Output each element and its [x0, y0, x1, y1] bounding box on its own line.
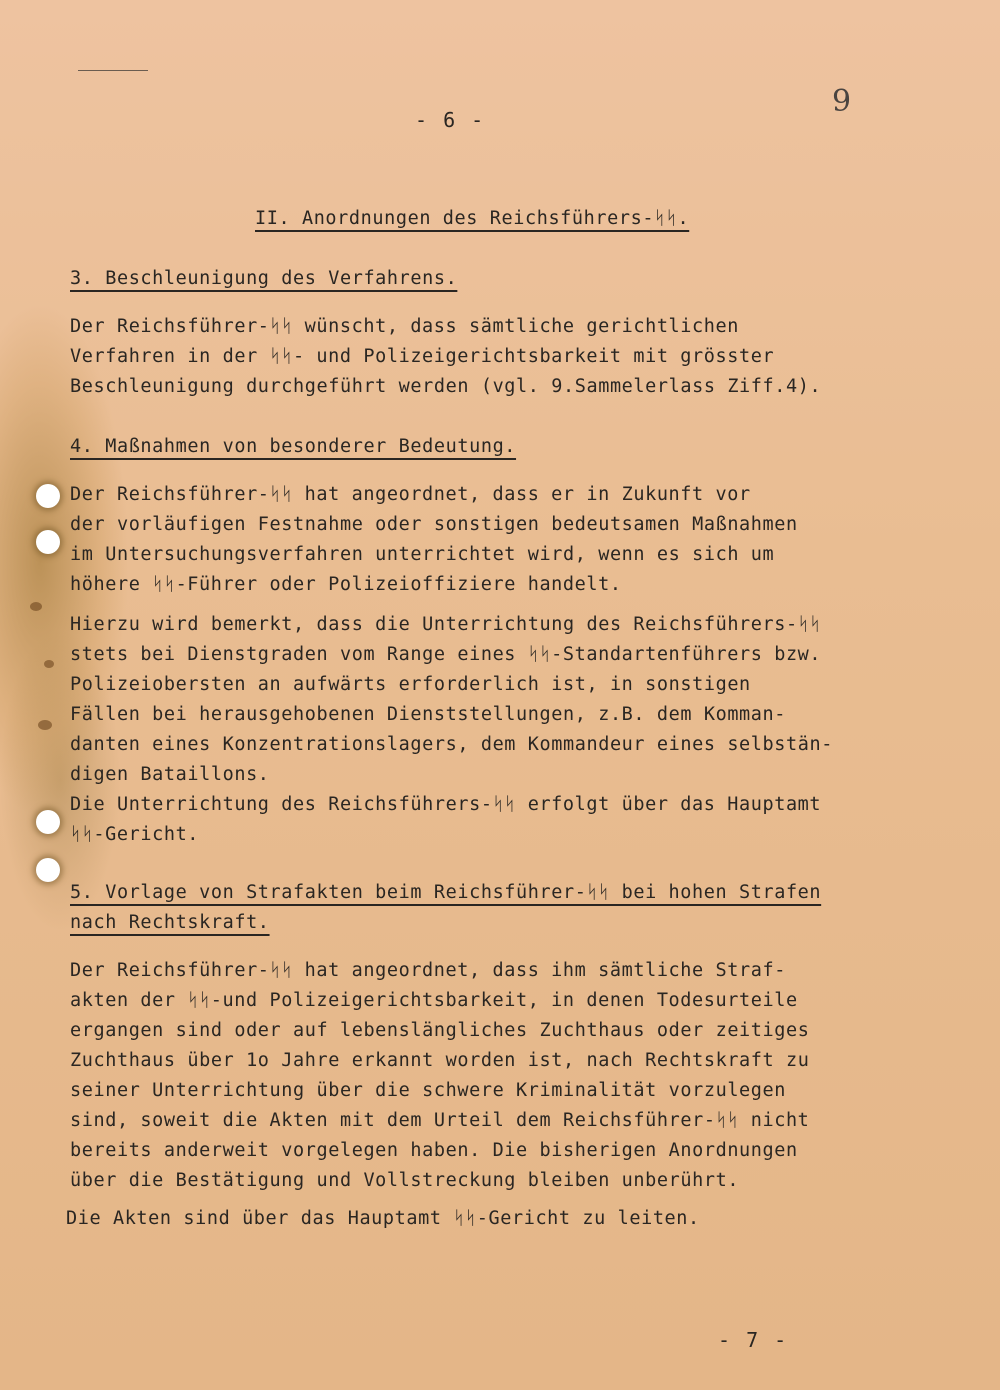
- text-line: Polizeiobersten an aufwärts erforderlich ist, in sonstigen: [70, 674, 751, 695]
- punch-hole: [36, 484, 60, 508]
- text-line: ᛋᛋ-Gericht.: [70, 824, 200, 845]
- heading-5: 5. Vorlage von Strafakten beim Reichsführer-ᛋᛋ bei hohen Strafen: [70, 882, 822, 903]
- text-line: über die Bestätigung und Vollstreckung bleiben unberührt.: [70, 1170, 740, 1191]
- text-line: Verfahren in der ᛋᛋ- und Polizeigerichtsbarkeit mit grösster: [70, 346, 775, 367]
- text-line: Der Reichsführer-ᛋᛋ hat angeordnet, dass ihm sämtliche Straf-: [70, 960, 786, 981]
- text-line: Beschleunigung durchgeführt werden (vgl. 9.Sammelerlass Ziff.4).: [70, 376, 822, 397]
- text-line: bereits anderweit vorgelegen haben. Die bisherigen Anordnungen: [70, 1140, 798, 1161]
- rust-stain: [44, 660, 54, 668]
- heading-5-cont: nach Rechtskraft.: [70, 912, 270, 933]
- rust-stain: [30, 602, 42, 611]
- text-line: höhere ᛋᛋ-Führer oder Polizeioffiziere handelt.: [70, 574, 622, 595]
- punch-hole: [36, 530, 60, 554]
- text-line: Zuchthaus über 1o Jahre erkannt worden ist, nach Rechtskraft zu: [70, 1050, 810, 1071]
- heading-3: 3. Beschleunigung des Verfahrens.: [70, 268, 458, 289]
- text-line: Der Reichsführer-ᛋᛋ wünscht, dass sämtliche gerichtlichen: [70, 316, 739, 337]
- page-number: - 6 -: [415, 108, 486, 132]
- pencil-mark: [78, 70, 148, 71]
- text-line: im Untersuchungsverfahren unterrichtet wird, wenn es sich um: [70, 544, 775, 565]
- text-line: Hierzu wird bemerkt, dass die Unterrichtung des Reichsführers-ᛋᛋ: [70, 614, 822, 635]
- text-line: seiner Unterrichtung über die schwere Kriminalität vorzulegen: [70, 1080, 787, 1101]
- heading-4: 4. Maßnahmen von besonderer Bedeutung.: [70, 436, 517, 457]
- text-line: digen Bataillons.: [70, 764, 270, 785]
- text-line: der vorläufigen Festnahme oder sonstigen bedeutsamen Maßnahmen: [70, 514, 798, 535]
- archive-number: 9: [832, 84, 852, 119]
- text-line: danten eines Konzentrationslagers, dem Kommandeur eines selbstän-: [70, 734, 833, 755]
- text-line: akten der ᛋᛋ-und Polizeigerichtsbarkeit, in denen Todesurteile: [70, 990, 798, 1011]
- text-line: Die Unterrichtung des Reichsführers-ᛋᛋ erfolgt über das Hauptamt: [70, 794, 822, 815]
- text-line: Die Akten sind über das Hauptamt ᛋᛋ-Gericht zu leiten.: [66, 1208, 700, 1229]
- section-title: II. Anordnungen des Reichsführers-ᛋᛋ.: [255, 208, 690, 229]
- punch-hole: [36, 810, 60, 834]
- text-line: sind, soweit die Akten mit dem Urteil dem Reichsführer-ᛋᛋ nicht: [70, 1110, 810, 1131]
- text-line: Der Reichsführer-ᛋᛋ hat angeordnet, dass er in Zukunft vor: [70, 484, 751, 505]
- text-line: stets bei Dienstgraden vom Range eines ᛋᛋ-Standartenführers bzw.: [70, 644, 822, 665]
- punch-hole: [36, 858, 60, 882]
- rust-stain: [38, 720, 52, 730]
- next-page-number: - 7 -: [718, 1328, 789, 1352]
- text-line: Fällen bei herausgehobenen Dienststellungen, z.B. dem Komman-: [70, 704, 787, 725]
- text-line: ergangen sind oder auf lebenslängliches Zuchthaus oder zeitiges: [70, 1020, 810, 1041]
